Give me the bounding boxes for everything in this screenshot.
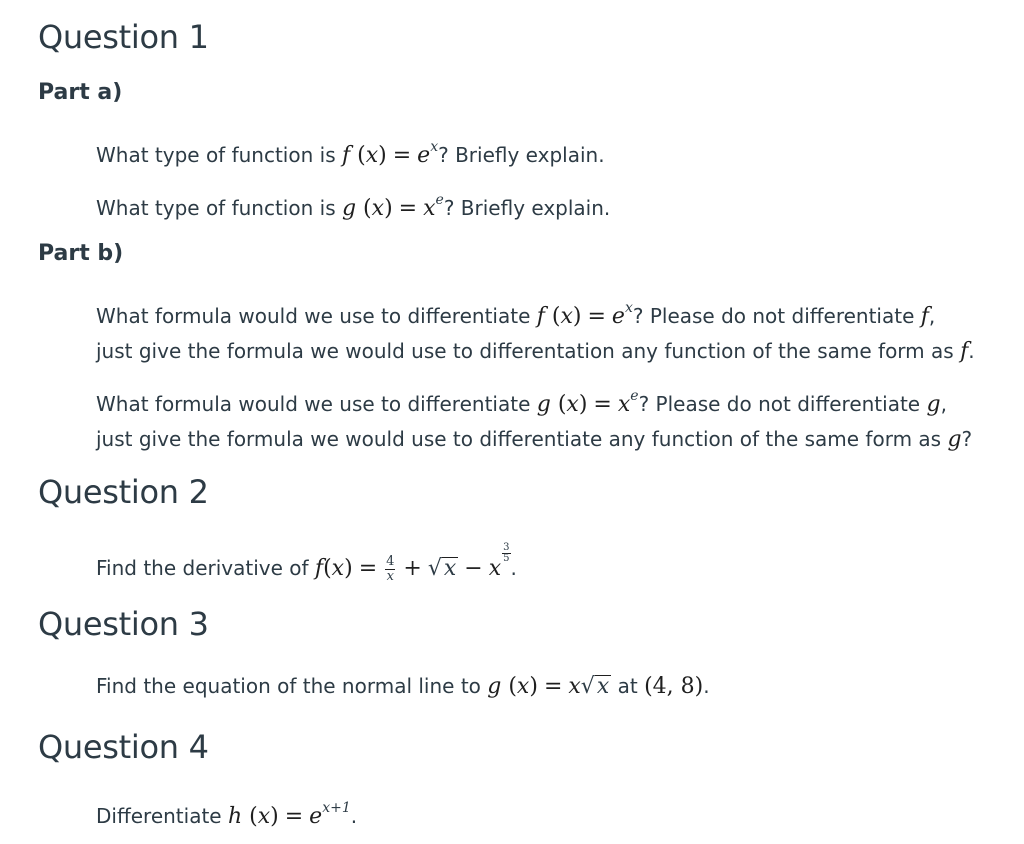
math-e: e [417, 143, 431, 168]
math-g: g [341, 196, 357, 221]
radical-sign: √ [427, 556, 442, 581]
q1a-text-2: ? Briefly explain. [438, 143, 605, 167]
math-exponent: e [435, 192, 444, 208]
math-sqrt [581, 669, 611, 704]
math-exponent: x [430, 139, 439, 155]
question-4-text: Differentiate h $(x) = e^{x+1}$. [96, 800, 358, 829]
math-exponent-fraction [502, 543, 510, 564]
math-exponent: e [630, 388, 639, 404]
question-1b-paragraph-2: What formula would we use to differentiate g $(x) = x^e$? Please do not differentiate g, just give the formula we would use to differentiate any function of the same form as g? [96, 388, 973, 452]
math-g: g [947, 427, 962, 452]
math-x: x [331, 556, 345, 581]
question-2-text: Find the derivative of f(x) = $\frac{4}{x}$ + √x − x $\frac{3}{5}$ . [96, 542, 517, 584]
question-1b-paragraph-1: What formula would we use to differentiate f $(x) = e^x$? Please do not differentiate f, just give the formula we would use to differentation any function of the same form as f. [96, 300, 975, 364]
math-h: h [227, 804, 243, 829]
question-1-title: Question 1 [38, 18, 209, 56]
q4-text-1: Differentiate [96, 804, 228, 828]
question-1a-line-1 [96, 130, 1006, 173]
math-paren: ( [501, 674, 517, 699]
q3-text-2: at [611, 674, 645, 698]
math-paren: ) [270, 804, 279, 829]
q1b-text-6: just give the formula we would use to differentiate any function of the same form as [96, 427, 948, 451]
question-3-text: Find the equation of the normal line to g (x) = x√x at (4, 8). [96, 669, 1006, 704]
math-exponent: x [624, 300, 633, 316]
q2-text-1: Find the derivative of [96, 556, 315, 580]
math-equals: = [543, 674, 563, 699]
q1a-text-1: What type of function is [96, 143, 342, 167]
math-paren: ( [544, 304, 561, 329]
math-g: g [926, 392, 941, 417]
math-x: x [566, 392, 579, 417]
q1b-text-1: What formula would we use to differentiate [96, 304, 537, 328]
math-x: x [371, 196, 385, 221]
math-x: x [516, 674, 530, 699]
fraction-denominator: x [386, 569, 394, 584]
math-equals: = [398, 196, 418, 221]
part-a-title: Part a) [38, 80, 123, 105]
math-paren: ) [578, 392, 588, 417]
math-equals: = [284, 804, 304, 829]
math-x: x [488, 556, 502, 581]
math-f: f [920, 304, 929, 329]
math-f: f [341, 143, 351, 168]
math-paren: ) [572, 304, 582, 329]
math-equals: = [593, 392, 612, 417]
math-fraction [385, 555, 395, 584]
math-sqrt [428, 551, 458, 586]
math-f: f [960, 339, 969, 364]
math-e: e [309, 804, 323, 829]
exponent-denominator: 5 [503, 553, 510, 564]
q1b-text-2: ? Please do not differentiate [632, 304, 921, 328]
math-x: x [257, 804, 271, 829]
math-g: g [536, 392, 551, 417]
math-x: x [568, 674, 581, 699]
math-x: x [560, 304, 573, 329]
part-b-title: Part b) [38, 241, 124, 266]
question-4-title: Question 4 [38, 728, 209, 766]
math-paren: ) [344, 556, 353, 581]
question-2-title: Question 2 [38, 473, 209, 511]
question-1a-line-2 [96, 183, 1006, 226]
q1b-text-4: What formula would we use to differentiate [96, 392, 537, 416]
math-x-base: x [423, 196, 436, 221]
q1b-text-3: just give the formula we would use to differentation any function of the same form as [96, 339, 961, 363]
math-point: (4, 8) [644, 674, 704, 699]
q1a-text-4: ? Briefly explain. [443, 196, 611, 220]
q3-text-1: Find the equation of the normal line to [96, 674, 488, 698]
math-paren: ( [350, 143, 366, 168]
question-3-title: Question 3 [38, 605, 209, 643]
radicand: x [596, 674, 610, 699]
radical-sign: √ [580, 674, 595, 699]
math-equals: = [358, 556, 378, 581]
math-f: f [536, 304, 545, 329]
math-paren: ) [529, 674, 538, 699]
q1b-text-5: ? Please do not differentiate [638, 392, 927, 416]
math-equals: = [587, 304, 606, 329]
math-paren: ) [384, 196, 393, 221]
exponent-numerator: 3 [503, 542, 510, 553]
math-g: g [487, 674, 502, 699]
math-paren: ( [550, 392, 567, 417]
math-exponent: x+1 [322, 800, 351, 816]
math-x-base: x [617, 392, 631, 417]
math-paren: ( [323, 556, 332, 581]
math-paren: ( [356, 196, 372, 221]
radicand: x [443, 556, 457, 581]
math-equals: = [392, 143, 412, 168]
math-paren: ( [242, 804, 258, 829]
math-x: x [365, 143, 379, 168]
math-f: f [314, 556, 324, 581]
q1a-text-3: What type of function is [96, 196, 342, 220]
math-paren: ) [378, 143, 387, 168]
math-e: e [611, 304, 625, 329]
math-minus: − [464, 556, 483, 581]
fraction-numerator: 4 [386, 554, 395, 569]
math-plus: + [403, 556, 422, 581]
